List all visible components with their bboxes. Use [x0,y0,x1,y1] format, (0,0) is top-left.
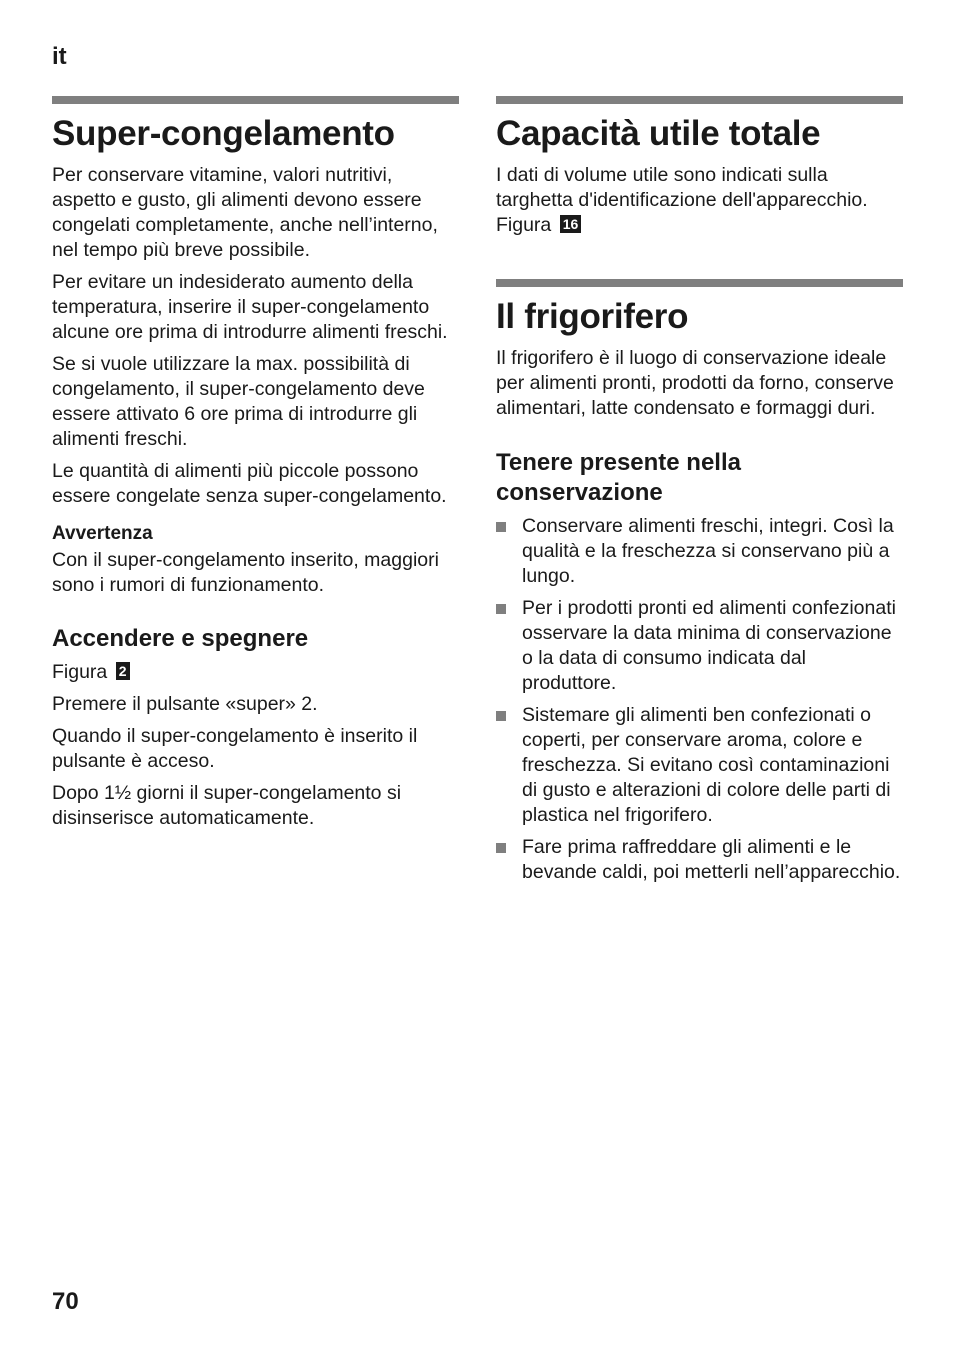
paragraph: Per conservare vitamine, valori nutritivi, aspetto e gusto, gli alimenti devono essere congelati completamente, anche nell’interno, nel tempo più breve possibile. [52,164,438,261]
list-item [496,514,903,589]
page-number: 70 [52,1288,79,1315]
bullet-square-icon [496,711,506,721]
section-rule [496,279,903,287]
bullet-square-icon [496,604,506,614]
figure-reference [52,660,459,685]
section-rule [496,96,903,104]
bullet-square-icon [496,522,506,532]
capacity-text: I dati di volume utile sono indicati sulla targhetta d'identificazione dell'apparecchio. Figura [496,164,868,236]
language-label: it [52,43,67,70]
section-title-super-congelamento: Super-congelamento [52,114,395,153]
note-text: Con il super-congelamento inserito, maggiori sono i rumori di funzionamento. [52,549,439,596]
paragraph: Premere il pulsante «super» 2. [52,693,318,715]
subsection-title-conservazione: Tenere presente nella conservazione [496,449,741,506]
list-item-text: Per i prodotti pronti ed alimenti confezionati osservare la data minima di conservazione o la data di consumo indicata dal produttore. [522,597,896,694]
left-column [52,96,459,838]
list-item-text: Conservare alimenti freschi, integri. Così la qualità e la freschezza si conservano più a lungo. [522,515,894,587]
list-item [496,703,903,828]
subsection-title-accendere: Accendere e spegnere [52,625,309,652]
paragraph: Per evitare un indesiderato aumento della temperatura, inserire il super-congelamento alcune ore prima di introdurre alimenti freschi. [52,271,448,343]
list-item [496,596,903,696]
bullet-square-icon [496,843,506,853]
figure-number-badge: 2 [116,662,130,680]
paragraph: Quando il super-congelamento è inserito il pulsante è acceso. [52,725,418,772]
list-item-text: Sistemare gli alimenti ben confezionati o coperti, per conservare aroma, colore e freschezza. Si evitano così contaminazioni di gusto e alterazioni di colore delle parti di plastica nel frigorifero. [522,704,891,826]
section-title-frigorifero: Il frigorifero [496,297,689,336]
paragraph: Se si vuole utilizzare la max. possibilità di congelamento, il super-congelamento deve essere attivato 6 ore prima di introdurre gli alimenti freschi. [52,353,425,450]
bullet-list [496,514,903,885]
fridge-paragraph: Il frigorifero è il luogo di conservazione ideale per alimenti pronti, prodotti da forno, conserve alimentari, latte condensato e formaggi duri. [496,347,894,419]
figure-label: Figura [52,661,108,683]
section-rule [52,96,459,104]
right-column [496,96,903,892]
paragraph: Le quantità di alimenti più piccole possono essere congelate senza super-congelamento. [52,460,447,507]
note-label: Avvertenza [52,523,153,544]
section-title-capacita: Capacità utile totale [496,114,821,153]
list-item-text: Fare prima raffreddare gli alimenti e le bevande caldi, poi metterli nell’apparecchio. [522,836,901,883]
capacity-paragraph [496,163,903,238]
figure-number-badge: 16 [560,215,582,233]
paragraph: Dopo 1½ giorni il super-congelamento si disinserisce automaticamente. [52,782,402,829]
list-item [496,835,903,885]
